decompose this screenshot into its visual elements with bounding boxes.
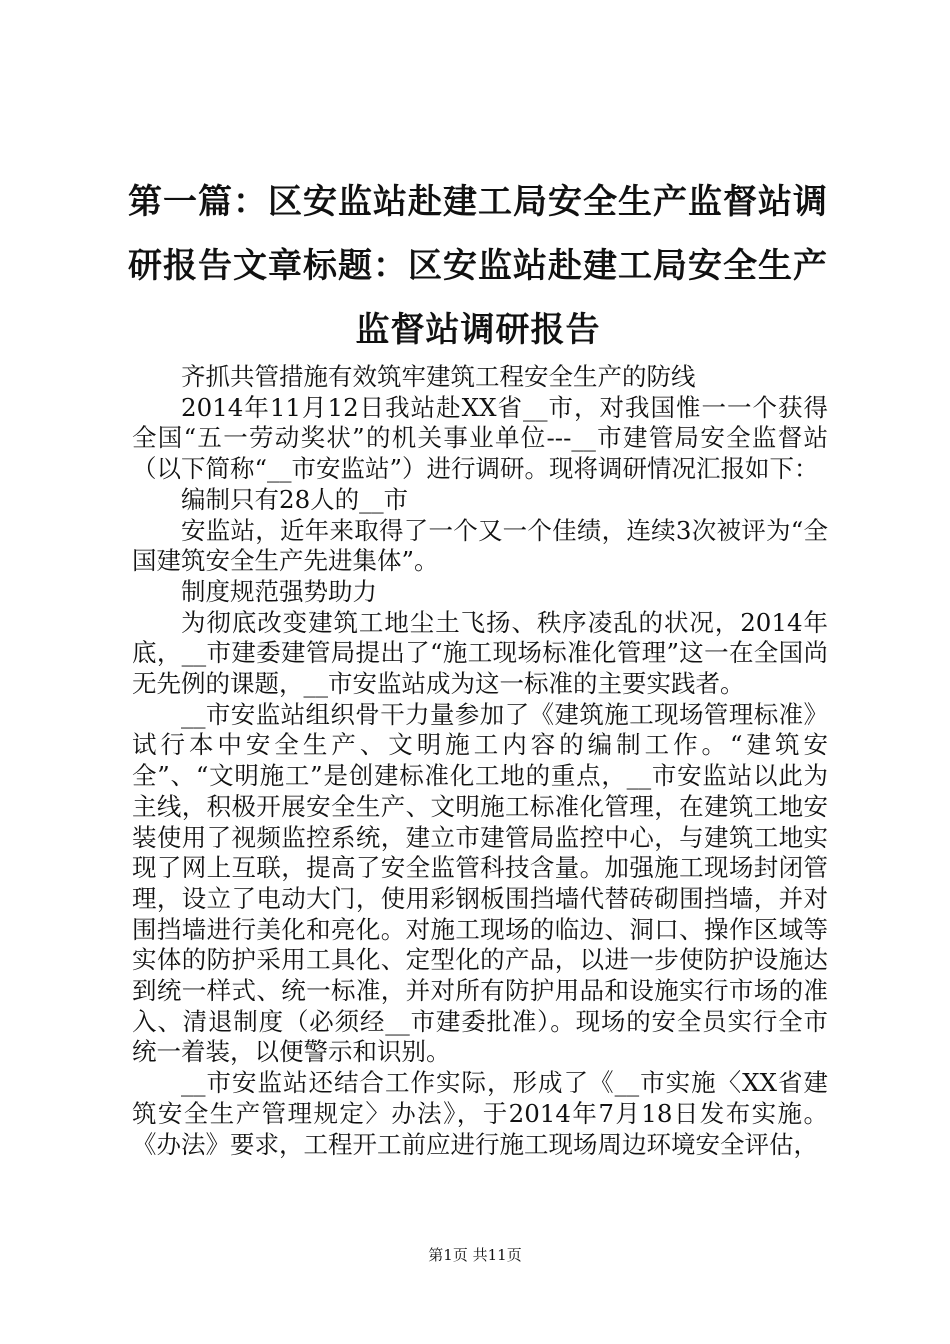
document-body	[132, 362, 828, 1160]
management-paragraph: __市安监站组织骨干力量参加了《建筑施工现场管理标准》试行本中安全生产、文明施工内容的编制工作。“建筑安全”、“文明施工”是创建标准化工地的重点，__市安监站以此为主线，积极开展安全生产、文明施工标准化管理，在建筑工地安装使用了视频监控系统，建立市建管局监控中心，与建筑工地实现了网上互联，提高了安全监管科技含量。加强施工现场封闭管理，设立了电动大门，使用彩钢板围挡墙代替砖砌围挡墙，并对围挡墙进行美化和亮化。对施工现场的临边、洞口、操作区域等实体的防护采用工具化、定型化的产品，以进一步使防护设施达到统一样式、统一标准，并对所有防护用品和设施实行市场的准入、清退制度（必须经__市建委批准）。现场的安全员实行全市统一着装，以便警示和识别。	[132, 699, 828, 1067]
page-footer: 第1页 共11页	[428, 1246, 522, 1264]
achievement-paragraph: 安监站，近年来取得了一个又一个佳绩，连续3次被评为“全国建筑安全生产先进集体”。	[132, 515, 828, 576]
staff-paragraph: 编制只有28人的__市	[181, 484, 409, 514]
subheading-paragraph: 齐抓共管措施有效筑牢建筑工程安全生产的防线	[181, 362, 696, 391]
section-heading-paragraph: 制度规范强势助力	[181, 576, 377, 606]
regulation-paragraph: __市安监站还结合工作实际，形成了《__市实施〈XX省建筑安全生产管理规定〉办法》，于2014年7月18日发布实施。《办法》要求，工程开工前应进行施工现场周边环境安全评估，	[132, 1068, 828, 1159]
title-line-2: 研报告文章标题：区安监站赴建工局安全生产	[128, 246, 828, 286]
title-line-3: 监督站调研报告	[355, 310, 601, 350]
title-line-1: 第一篇：区安监站赴建工局安全生产监督站调	[128, 182, 828, 222]
intro-paragraph: 2014年11月12日我站赴XX省__市，对我国惟一一个获得全国“五一劳动奖状”的机关事业单位---__市建管局安全监督站（以下简称“__市安监站”）进行调研。现将调研情况汇报如下：	[132, 392, 828, 484]
standardization-paragraph: 为彻底改变建筑工地尘土飞扬、秩序凌乱的状况，2014年底，__市建委建管局提出了“施工现场标准化管理”这一在全国尚无先例的课题，__市安监站成为这一标准的主要实践者。	[132, 607, 828, 699]
document-title	[128, 170, 828, 362]
